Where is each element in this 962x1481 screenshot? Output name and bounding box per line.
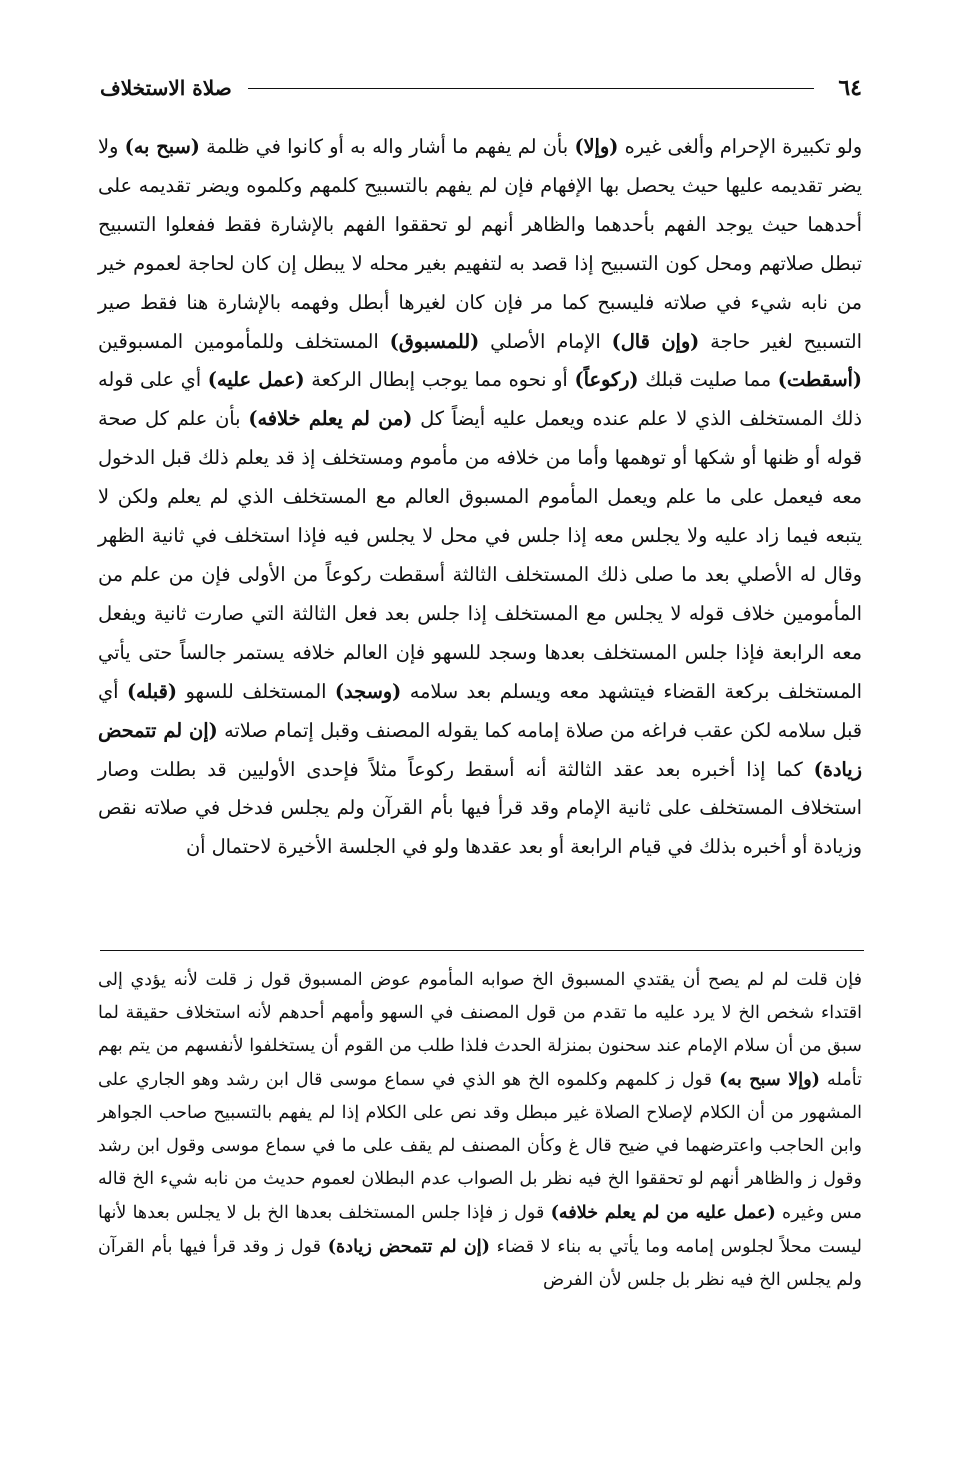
footnote-text <box>98 964 862 1297</box>
bold-phrase: (من لم يعلم خلافه) <box>248 407 413 431</box>
footnote-divider <box>100 950 864 951</box>
bold-phrase: (وسجد) <box>334 679 402 703</box>
header-rule <box>248 88 815 89</box>
text-run: الإمام الأصلي <box>479 329 612 353</box>
bold-phrase: (أسقطت) <box>777 368 862 392</box>
text-run: المستخلف وللمأمومين المسبوقين <box>98 329 390 353</box>
bold-phrase: (ركوعاً) <box>574 368 639 392</box>
running-title: صلاة الاستخلاف <box>100 76 232 100</box>
bold-phrase: (سبح به) <box>124 135 200 158</box>
text-run: ولا يضر تقديمه عليها حيث يحصل بها الإفهام فإن لم يفهم بالتسبيح كلمهم وكلموه ويضر تقديمه على أحدهما حيث يوجد الفهم بأحدهما والظاهر أنهم لو تحققوا الفهم بالإشارة فقط ففعلوا التسبيح تبطل صلاتهم ومحل كون التسبيح إذا قصد به لتفهيم بغير محله لا يبطل إن كان لحاجة لعموم خير من نابه شيء في صلاته فليسبح كما مر فإن كان لغيرها أبطل وفهمه بالإشارة هنا فقط صير التسبيح لغير حاجة <box>98 135 862 353</box>
bold-phrase: (عمل عليه) <box>207 368 305 392</box>
bold-phrase: (للمسبوق) <box>389 329 480 353</box>
text-run: قول ز كلمهم وكلموه الخ هو الذي في سماع موسى قال ابن رشد وهو الجاري على المشهور من أن الكلام لإصلاح الصلاة غير مبطل وقد نص على الكلام إذا لم يفهم بالتسبيح صاحب الجواهر وابن الحاجب واعترضهما في ضيح قال غ وكأن المصنف لم يقف على ما في سماع موسى وقول ابن رشد وقول ز والظاهر أنهم لو تحققوا الخ فيه نظر بل الصواب عدم البطلان لعموم حديث من نابه شيء الخ قاله مس وغيره <box>98 1070 862 1223</box>
page-number: ٦٤ <box>838 75 862 101</box>
bold-phrase: (قبله) <box>126 679 177 703</box>
bold-phrase: (إن لم تتمحض زيادة) <box>98 718 862 781</box>
main-paragraph <box>98 128 862 867</box>
main-text <box>98 128 862 867</box>
bold-phrase: (وإلا) <box>574 135 619 158</box>
page-header <box>100 70 862 106</box>
bold-phrase: (وإلا سبح به) <box>719 1069 821 1090</box>
bold-phrase: (وإن قال) <box>611 329 700 353</box>
text-run: مما صليت قبلك <box>638 368 778 392</box>
text-run: المستخلف للسهو <box>176 679 335 703</box>
text-run: قول ز وقد قرأ فيها بأم القرآن ولم يجلس الخ فيه نظر بل جلس لأن الفرض <box>98 1237 862 1290</box>
text-run: بأن لم يفهم ما أشار واله به أو كانوا في ظلمة <box>199 135 575 158</box>
text-run: فإن قلت لم لم يصح أن يقتدي المسبوق الخ صوابه المأموم عوض المسبوق قول ز قلت لأنه يؤدي إلى اقتداء شخص الخ لا يرد عليه ما تقدم من قول المصنف في السهو وأمهم أحدهم لأنه استخلاف حقيقة لما سبق من أن سلام الإمام عند سحنون بمنزلة الحدث فلذا طلب من القوم أن يستخلفوا لأنفسهم من يتم بهم تأمله <box>98 970 862 1090</box>
text-run: بأن علم كل صحة قوله أو ظنها أو شكها أو توهمها وأما من خلافه من مأموم ومستخلف إذ قد يعلم ذلك قبل الدخول معه فيعمل على ما علم ويعمل المأموم المسبوق العالم مع المستخلف الذي لم يعلم ولكن لا يتبعه فيما زاد عليه ولا يجلس معه إذا جلس في محل لا يجلس فيه فإذا استخلف في ثانية الظهر وقال له الأصلي بعد ما صلى ذلك المستخلف الثالثة أسقطت ركوعاً من الأولى فإن من علم من المأمومين خلاف قوله لا يجلس مع المستخلف إذا جلس بعد فعل الثالثة التي صارت ثانية ويفعل معه الرابعة فإذا جلس المستخلف بعدها وسجد للسهو فإن العالم خلافه يستمر جالساً حتى يأتي المستخلف بركعة القضاء فيتشهد معه ويسلم بعد سلامه <box>98 407 862 703</box>
bold-phrase: (عمل عليه من لم يعلم خلافه) <box>550 1202 776 1223</box>
text-run: أي قبل سلامه لكن عقب فراغه من صلاة إمامه كما يقوله المصنف وقبل إتمام صلاته <box>98 679 862 742</box>
text-run: أو نحوه مما يوجب إبطال الركعة <box>304 368 575 392</box>
text-run: ولو تكبيرة الإحرام وألغى غيره <box>618 135 863 158</box>
text-run: قول ز فإذا جلس المستخلف بعدها الخ بل لا يجلس بعدها لأنها ليست محلاً لجلوس إمامه وما يأتي به بناء لا قضاء <box>98 1203 862 1257</box>
bold-phrase: (إن لم تتمحض زيادة) <box>327 1236 490 1257</box>
text-run: كما إذا أخبره بعد عقد الثالثة أنه أسقط ركوعاً مثلاً فإحدى الأوليين قد بطلت وصار استخلاف المستخلف على ثانية الإمام وقد قرأ فيها بأم القرآن ولم يجلس فدخل في صلاته نقص وزيادة أو أخبره بذلك في قيام الرابعة أو بعد عقدها ولو في الجلسة الأخيرة لاحتمال أن <box>98 757 862 859</box>
footnote-paragraph <box>98 964 862 1297</box>
text-run: أي على قوله ذلك المستخلف الذي لا علم عنده ويعمل عليه أيضاً كل <box>98 368 862 431</box>
